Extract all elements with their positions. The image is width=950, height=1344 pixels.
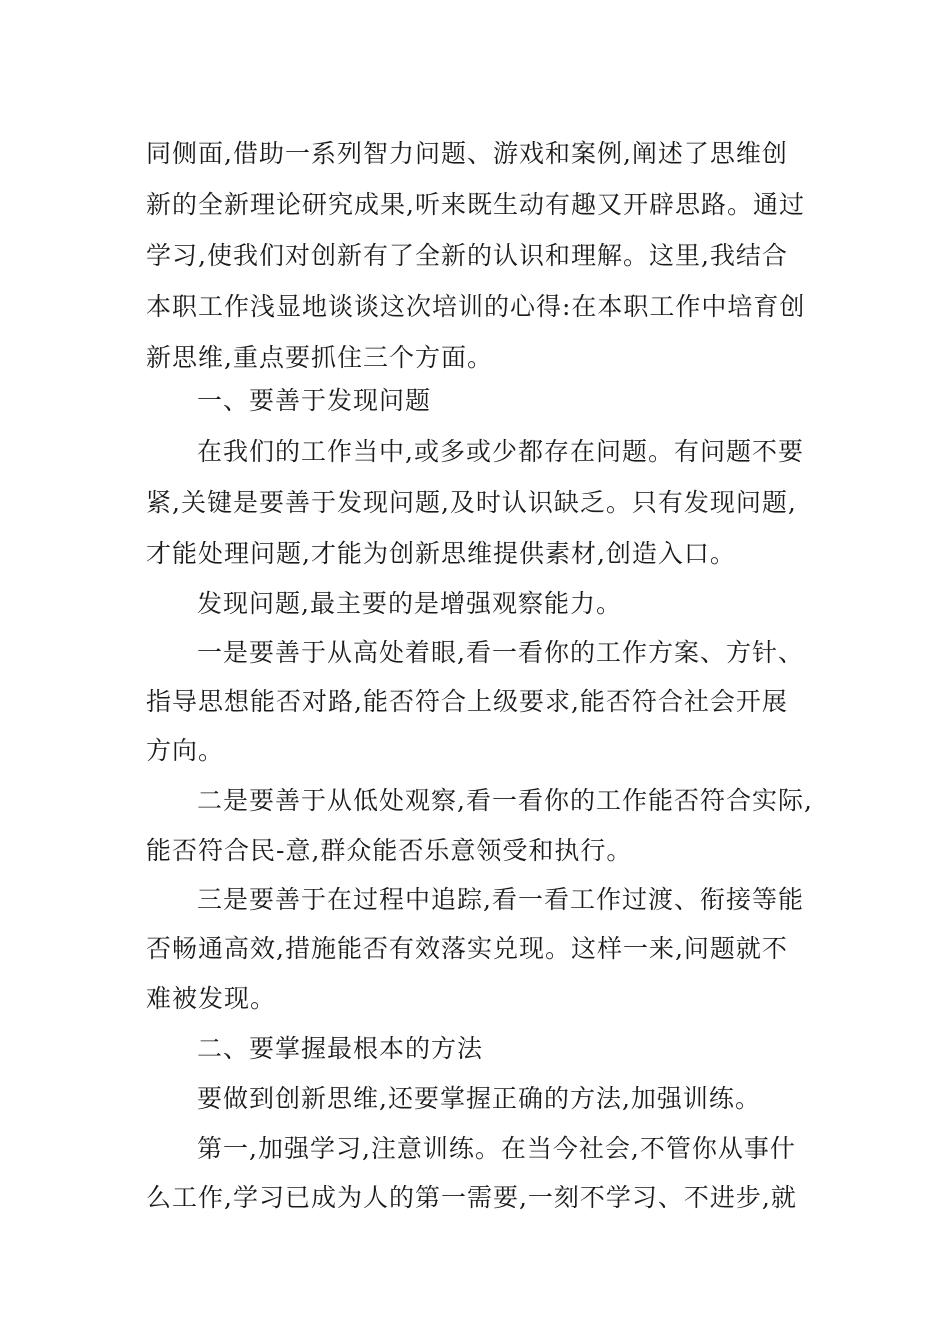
text-line: 发现问题,最主要的是增强观察能力。	[197, 589, 622, 618]
text-line: 才能处理问题,才能为创新思维提供素材,创造入口。	[146, 539, 736, 568]
section-heading: 二、要掌握最根本的方法	[197, 1034, 484, 1063]
text-line: 要做到创新思维,还要掌握正确的方法,加强训练。	[197, 1084, 761, 1113]
text-line: 同侧面,借助一系列智力问题、游戏和案例,阐述了思维创	[146, 139, 788, 168]
section-heading: 一、要善于发现问题	[197, 386, 432, 415]
text-line: 二是要善于从低处观察,看一看你的工作能否符合实际,	[197, 786, 813, 815]
text-line: 本职工作浅显地谈谈这次培训的心得:在本职工作中培育创	[146, 292, 806, 321]
text-line: 三是要善于在过程中追踪,看一看工作过渡、衔接等能	[197, 885, 804, 914]
text-line: 指导思想能否对路,能否符合上级要求,能否符合社会开展	[146, 687, 788, 716]
text-line: 能否符合民-意,群众能否乐意领受和执行。	[146, 836, 633, 865]
text-line: 第一,加强学习,注意训练。在当今社会,不管你从事什	[197, 1134, 796, 1163]
text-line: 难被发现。	[146, 984, 277, 1013]
text-line: 否畅通高效,措施能否有效落实兑现。这样一来,问题就不	[146, 934, 788, 963]
text-line: 方向。	[146, 736, 225, 765]
text-line: 学习,使我们对创新有了全新的认识和理解。这里,我结合	[146, 241, 788, 270]
text-line: 一是要善于从高处着眼,看一看你的工作方案、方针、	[197, 638, 804, 667]
text-line: 在我们的工作当中,或多或少都存在问题。有问题不要	[197, 437, 804, 466]
text-line: 紧,关键是要善于发现问题,及时认识缺乏。只有发现问题,	[146, 488, 797, 517]
text-line: 么工作,学习已成为人的第一需要,一刻不学习、不进步,就	[146, 1183, 797, 1212]
text-line: 新思维,重点要抓住三个方面。	[146, 343, 493, 372]
text-line: 新的全新理论研究成果,听来既生动有趣又开辟思路。通过	[146, 190, 805, 219]
